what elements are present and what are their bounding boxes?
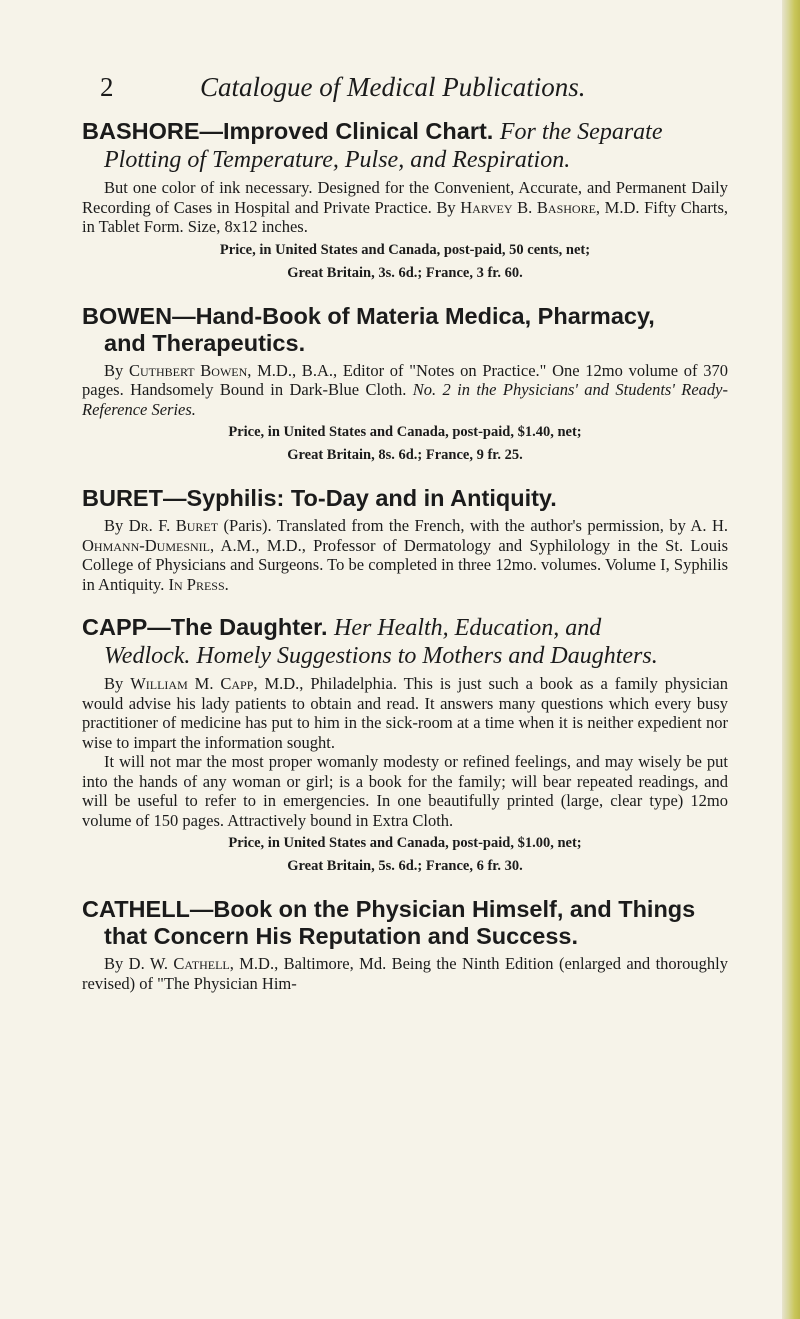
author-name: Harvey B. Bashore [460, 197, 596, 217]
entry-title: BOWEN—Hand-Book of Materia Medica, Pharmacy, [82, 302, 655, 329]
price-line: Price, in United States and Canada, post-paid, $1.40, net; [228, 424, 582, 440]
entry-title: BURET—Syphilis: To-Day and in Antiquity. [82, 485, 557, 511]
description-text: But one color of ink necessary. Designed for the Convenient, Accurate, and Permanent Daily Recording of Cases in Hospital and Private Practice. By [82, 178, 728, 217]
description-text: By [104, 516, 129, 535]
catalogue-entries [82, 118, 728, 1013]
entry-buret [82, 485, 728, 594]
entry-description [82, 954, 728, 993]
page-edge [782, 0, 800, 1319]
description-text: , A.M., M.D., Professor of Dermatology and Syphilology in the St. Louis College of Physicians and Surgeons. To be completed in three 12mo. volumes. Volume I, Syphilis in Antiquity. [82, 535, 728, 594]
entry-bowen [82, 303, 728, 466]
price-line: Great Britain, 5s. 6d.; France, 6 fr. 30. [287, 858, 523, 874]
entry-subtitle: For the Separate [499, 119, 663, 145]
running-title: Catalogue of Medical Publications. [200, 72, 586, 102]
entry-cathell [82, 896, 728, 993]
entry-heading-cont [82, 642, 728, 670]
entry-title: CAPP—The Daughter. [82, 614, 328, 640]
entry-description-para: It will not mar the most proper womanly modesty or refined feelings, and may wisely be put into the hands of any woman or girl; is a book for the family; will bear repeated readings, and will be useful to refer to in emergencies. In one beautifully printed (large, clear type) 12mo volume of 150 pages. Attractively bound in Extra Cloth. [82, 752, 728, 830]
price-line: Price, in United States and Canada, post-paid, $1.00, net; [228, 835, 582, 851]
entry-capp [82, 614, 728, 876]
publication-status: In Press. [168, 574, 229, 594]
entry-title-cont: and Therapeutics. [104, 329, 306, 356]
author-name: D. W. Cathell [128, 954, 230, 973]
price-line: Price, in United States and Canada, post-paid, 50 cents, net; [219, 241, 591, 258]
entry-heading [82, 614, 728, 642]
entry-description [82, 516, 728, 594]
entry-heading-cont [82, 146, 728, 174]
entry-heading [82, 118, 728, 146]
price-line: Great Britain, 8s. 6d.; France, 9 fr. 25. [287, 447, 523, 463]
price-line: Great Britain, 3s. 6d.; France, 3 fr. 60. [287, 264, 523, 281]
description-text: By [104, 954, 129, 973]
description-text: , M.D., Baltimore, Md. Being the Ninth Edition (enlarged and thoroughly revised) of "The Physician Him- [82, 954, 728, 993]
description-text: By [104, 360, 129, 380]
entry-description [82, 178, 728, 237]
description-text: , M.D. Fifty Charts, in Tablet Form. Size, 8x12 inches. [82, 197, 728, 236]
page-header [100, 72, 682, 106]
entry-description [82, 674, 728, 752]
translator-name: Ohmann-Dumesnil [82, 535, 210, 555]
entry-title: BASHORE—Improved Clinical Chart. [82, 118, 494, 144]
author-name: Dr. F. Buret [128, 516, 219, 535]
description-text: By [104, 674, 131, 693]
entry-subtitle-cont: Plotting of Temperature, Pulse, and Respiration. [104, 147, 571, 173]
description-text: , M.D., B.A., Editor of "Notes on Practice." One 12mo volume of 370 pages. Handsomely Bound in Dark-Blue Cloth. [82, 360, 728, 399]
author-name: William M. Capp [130, 674, 254, 693]
page-number: 2 [100, 72, 114, 102]
description-text: , M.D., Philadelphia. This is just such a book as a family physician would advise his lady patients to obtain and read. It answers many questions which every busy practitioner of medicine has put to him in the sick-room at a time when it is neither expedient nor wise to impart the information sought. [82, 674, 728, 752]
entry-bashore [82, 118, 728, 283]
entry-subtitle-cont: Wedlock. Homely Suggestions to Mothers and Daughters. [104, 643, 658, 669]
author-name: Cuthbert Bowen [128, 360, 248, 380]
description-text: (Paris). Translated from the French, with the author's permission, by A. H. [218, 516, 728, 535]
entry-description [82, 361, 728, 420]
entry-title: CATHELL—Book on the Physician Himself, and Things [82, 896, 696, 922]
entry-title-cont: that Concern His Reputation and Success. [104, 923, 579, 949]
series-note: No. 2 in the Physicians' and Students' Ready-Reference Series. [82, 380, 728, 419]
entry-subtitle: Her Health, Education, and [334, 615, 602, 641]
